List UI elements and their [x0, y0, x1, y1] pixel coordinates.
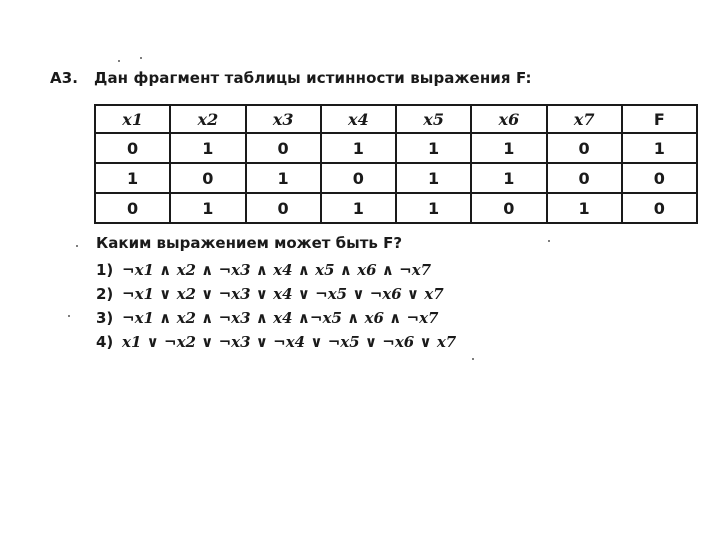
table-cell: 1 — [547, 193, 622, 223]
option-number: 2) — [96, 285, 114, 303]
task-text: Дан фрагмент таблицы истинности выражения F: — [94, 69, 532, 87]
column-header-f: F — [622, 105, 697, 133]
table-cell: 0 — [622, 163, 697, 193]
table-row — [95, 133, 697, 163]
option-expression: ¬x1 ∧ x2 ∧ ¬x3 ∧ x4 ∧¬x5 ∧ x6 ∧ ¬x7 — [122, 309, 439, 327]
table-cell: 1 — [246, 163, 321, 193]
table-cell: 0 — [95, 133, 170, 163]
table-cell: 0 — [95, 193, 170, 223]
table-cell: 0 — [547, 133, 622, 163]
table-cell: 0 — [622, 193, 697, 223]
option-number: 1) — [96, 261, 114, 279]
column-header-x1: x1 — [95, 105, 170, 133]
table-row — [95, 193, 697, 223]
scan-speck — [472, 358, 474, 360]
table-cell: 0 — [547, 163, 622, 193]
table-cell: 1 — [170, 133, 245, 163]
option-expression: ¬x1 ∧ x2 ∧ ¬x3 ∧ x4 ∧ x5 ∧ x6 ∧ ¬x7 — [122, 261, 432, 279]
column-header-x2: x2 — [170, 105, 245, 133]
truth-table — [94, 104, 698, 224]
answer-option-1 — [96, 258, 456, 282]
option-number: 3) — [96, 309, 114, 327]
option-expression: x1 ∨ ¬x2 ∨ ¬x3 ∨ ¬x4 ∨ ¬x5 ∨ ¬x6 ∨ x7 — [122, 333, 457, 351]
table-cell: 1 — [396, 193, 471, 223]
table-cell: 1 — [471, 163, 546, 193]
table-cell: 1 — [170, 193, 245, 223]
table-cell: 0 — [321, 163, 396, 193]
answer-option-3 — [96, 306, 456, 330]
column-header-x6: x6 — [471, 105, 546, 133]
scan-speck — [76, 245, 78, 247]
answer-options — [96, 258, 456, 354]
task-header — [50, 69, 532, 87]
answer-option-4 — [96, 330, 456, 354]
table-cell: 1 — [321, 133, 396, 163]
table-cell: 1 — [471, 133, 546, 163]
question-text: Каким выражением может быть F? — [96, 234, 403, 252]
scan-speck — [140, 57, 142, 59]
option-expression: ¬x1 ∨ x2 ∨ ¬x3 ∨ x4 ∨ ¬x5 ∨ ¬x6 ∨ x7 — [122, 285, 444, 303]
scan-speck — [118, 60, 120, 62]
table-cell: 1 — [396, 163, 471, 193]
column-header-x5: x5 — [396, 105, 471, 133]
column-header-x7: x7 — [547, 105, 622, 133]
table-cell: 0 — [246, 193, 321, 223]
table-cell: 1 — [95, 163, 170, 193]
table-cell: 0 — [471, 193, 546, 223]
scan-speck — [68, 315, 70, 317]
scan-speck — [548, 240, 550, 242]
column-header-x3: x3 — [246, 105, 321, 133]
table-cell: 1 — [622, 133, 697, 163]
table-row — [95, 163, 697, 193]
answer-option-2 — [96, 282, 456, 306]
task-number: А3. — [50, 69, 79, 87]
table-cell: 1 — [396, 133, 471, 163]
table-cell: 1 — [321, 193, 396, 223]
option-number: 4) — [96, 333, 114, 351]
column-header-x4: x4 — [321, 105, 396, 133]
table-cell: 0 — [246, 133, 321, 163]
table-cell: 0 — [170, 163, 245, 193]
table-header-row — [95, 105, 697, 133]
